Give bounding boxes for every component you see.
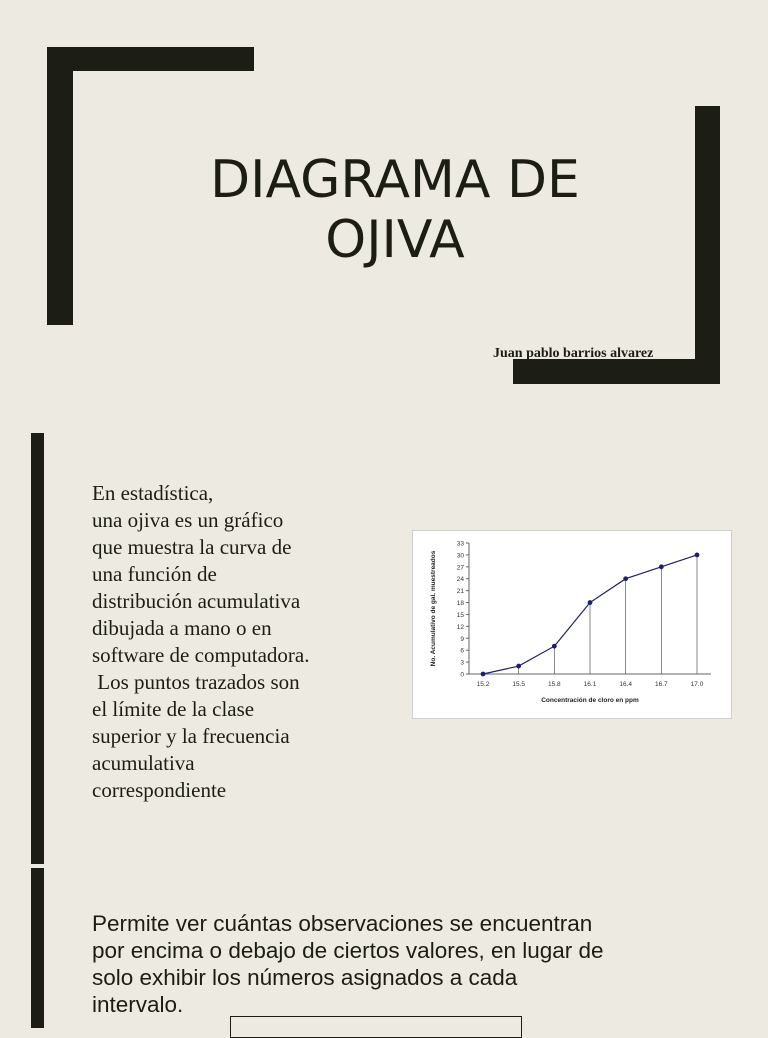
y-tick-label: 15 (456, 611, 464, 619)
text-line: solo exhibir los números asignados a cada (92, 965, 518, 990)
frame-top-bar (47, 47, 254, 71)
x-tick-label: 15.5 (512, 681, 525, 688)
y-tick-label: 0 (460, 671, 464, 679)
text-line: superior y la frecuencia (92, 724, 290, 748)
y-axis-label: No. Acumulativo de gal. muestreados (430, 550, 437, 667)
y-tick-label: 21 (456, 588, 464, 596)
slide2-left-accent (31, 433, 44, 864)
definition-paragraph (92, 480, 372, 804)
text-line: En estadística, (92, 481, 214, 505)
x-tick-label: 16.4 (619, 681, 632, 688)
data-point (516, 664, 521, 669)
text-line: acumulativa (92, 751, 195, 775)
author-name: Juan pablo barrios alvarez (493, 346, 654, 361)
y-tick-label: 6 (460, 647, 464, 655)
frame-left-bar (47, 47, 73, 325)
text-line: una ojiva es un gráfico (92, 508, 284, 532)
frame-right-bar (695, 106, 720, 384)
data-point (481, 672, 486, 677)
slide3-left-accent (31, 868, 44, 1028)
x-tick-label: 16.7 (655, 681, 668, 688)
text-line: por encima o debajo de ciertos valores, en lugar de (92, 938, 604, 963)
data-point (552, 644, 557, 649)
y-tick-label: 27 (456, 564, 464, 572)
text-line: intervalo. (92, 992, 184, 1017)
slide-title (140, 150, 650, 270)
purpose-paragraph (92, 910, 692, 1018)
frame-bottom-bar (513, 359, 720, 384)
text-line: correspondiente (92, 778, 227, 802)
text-line: software de computadora. (92, 643, 310, 667)
slide-title-line: DIAGRAMA DE (210, 150, 580, 210)
x-tick-label: 15.2 (476, 681, 490, 688)
x-tick-label: 17.0 (690, 681, 704, 688)
text-line: dibujada a mano o en (92, 616, 272, 640)
y-tick-label: 24 (456, 576, 464, 584)
y-tick-label: 12 (456, 623, 464, 631)
y-tick-label: 9 (460, 635, 464, 643)
y-tick-label: 18 (456, 600, 464, 608)
text-line: Los puntos trazados son (92, 670, 300, 694)
data-point (659, 564, 664, 569)
ogive-chart-svg (413, 531, 731, 718)
text-line: que muestra la curva de (92, 535, 292, 559)
slide-title-line: OJIVA (325, 210, 465, 270)
data-point (588, 600, 593, 605)
content-box (230, 1016, 522, 1038)
y-tick-label: 3 (460, 659, 464, 667)
data-point (623, 576, 628, 581)
text-line: Permite ver cuántas observaciones se encuentran (92, 911, 593, 936)
text-line: distribución acumulativa (92, 589, 301, 613)
x-tick-label: 16.1 (583, 681, 597, 688)
data-point (695, 553, 700, 558)
x-tick-label: 15.8 (548, 681, 561, 688)
ogive-chart (412, 530, 732, 719)
text-line: el límite de la clase (92, 697, 255, 721)
y-tick-label: 30 (456, 552, 464, 560)
y-tick-label: 33 (456, 540, 464, 548)
x-axis-label: Concentración de cloro en ppm (541, 697, 639, 704)
text-line: una función de (92, 562, 217, 586)
